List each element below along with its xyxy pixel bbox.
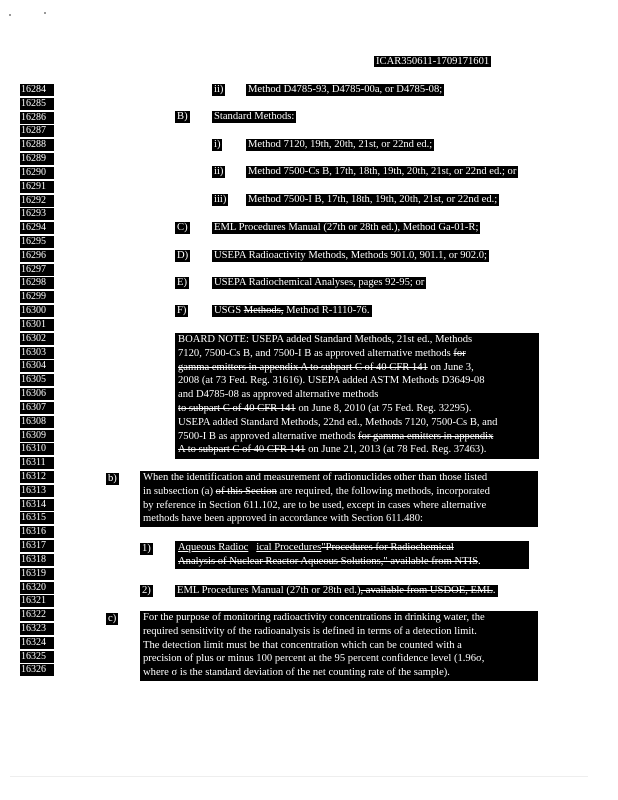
line-number: 16309	[20, 430, 54, 442]
line-number: 16325	[20, 651, 54, 663]
line-number: 16287	[20, 125, 54, 137]
board-note-line: 2008 (at 73 Fed. Reg. 31616). USEPA added ASTM Methods D3649-08	[178, 375, 485, 387]
board-note-line: to subpart C of 40 CFR 141 on June 8, 2010 (at 75 Fed. Reg. 32295).	[178, 402, 472, 414]
line-number: 16294	[20, 222, 54, 234]
item-text-Biii: Method 7500-I B, 17th, 18th, 19th, 20th, 21st, or 22nd ed.;	[248, 194, 498, 205]
line-number: 16289	[20, 153, 54, 165]
item-text-E: USEPA Radiochemical Analyses, pages 92-95; or	[214, 277, 425, 288]
item-marker-B: B)	[177, 111, 188, 122]
section-b-item-marker-2: 2)	[142, 585, 151, 596]
board-note	[175, 333, 539, 459]
item-text-Bii: Method 7500-Cs B, 17th, 18th, 19th, 20th, 21st, or 22nd ed.; or	[248, 166, 517, 177]
section-c-line: For the purpose of monitoring radioactivity concentrations in drinking water, the	[143, 612, 485, 623]
line-number: 16313	[20, 485, 54, 497]
section-c-line: where σ is the standard deviation of the net counting rate of the sample).	[143, 667, 450, 679]
section-c-line: precision of plus or minus 100 percent at the 95 percent confidence level (1.96σ,	[143, 653, 485, 665]
line-number: 16295	[20, 236, 54, 248]
section-b-item-marker-1: 1)	[142, 543, 151, 554]
line-number: 16304	[20, 360, 54, 372]
line-number: 16302	[20, 333, 54, 345]
section-b-line: methods have been approved in accordance with Section 611.480:	[143, 513, 423, 525]
item-marker-C: C)	[177, 222, 188, 233]
line-number: 16298	[20, 277, 54, 289]
section-b-item-2: EML Procedures Manual (27th or 28th ed.), available from USDOE, EML.	[177, 585, 496, 596]
line-number: 16285	[20, 98, 54, 110]
board-note-line: 7120, 7500-Cs B, and 7500-I B as approved alternative methods for	[178, 347, 466, 359]
board-note-line: 7500-I B as approved alternative methods for gamma emitters in appendix	[178, 430, 494, 442]
item-marker-D: D)	[177, 250, 189, 261]
scan-artifact	[44, 12, 46, 14]
board-note-line: A to subpart C of 40 CFR 141 on June 21, 2013 (at 78 Fed. Reg. 37463).	[178, 444, 487, 456]
line-number: 16305	[20, 374, 54, 386]
section-marker-c: c)	[108, 613, 117, 624]
line-number: 16312	[20, 471, 54, 483]
line-number: 16323	[20, 623, 54, 635]
line-number: 16296	[20, 250, 54, 262]
board-note-line: USEPA added Standard Methods, 22nd ed., Methods 7120, 7500-Cs B, and	[178, 416, 498, 428]
line-number: 16315	[20, 512, 54, 524]
line-number: 16322	[20, 609, 54, 621]
line-number: 16319	[20, 568, 54, 580]
board-note-line: gamma emitters in appendix A to subpart C of 40 CFR 141 on June 3,	[178, 361, 474, 373]
item-text-ii: Method D4785-93, D4785-00a, or D4785-08;	[248, 84, 443, 95]
board-note-line: BOARD NOTE: USEPA added Standard Methods, 21st ed., Methods	[178, 334, 473, 345]
line-number: 16297	[20, 264, 54, 276]
section-b-item-1	[175, 541, 529, 569]
line-number: 16320	[20, 582, 54, 594]
item-text-F: USGS Methods, Method R-1110-76.	[214, 305, 370, 316]
line-number: 16326	[20, 664, 54, 676]
line-number: 16324	[20, 637, 54, 649]
item-marker-Bii: ii)	[214, 166, 224, 177]
section-marker-b: b)	[108, 473, 117, 484]
section-c-line: required sensitivity of the radioanalysis is defined in terms of a detection limit.	[143, 625, 477, 637]
section-c-body	[140, 611, 538, 681]
line-number: 16293	[20, 208, 54, 220]
section-b-line: in subsection (a) of this Section are required, the following methods, incorporated	[143, 485, 490, 497]
item-text-Bi: Method 7120, 19th, 20th, 21st, or 22nd ed.;	[248, 139, 433, 150]
board-note-line: and D4785-08 as approved alternative methods	[178, 389, 379, 401]
line-number: 16306	[20, 388, 54, 400]
item-text-C: EML Procedures Manual (27th or 28th ed.), Method Ga-01-R;	[214, 222, 479, 233]
line-number: 16292	[20, 195, 54, 207]
line-number: 16301	[20, 319, 54, 331]
line-number: 16317	[20, 540, 54, 552]
document-id-header: ICAR350611-1709171601	[376, 56, 490, 67]
section-b-line: When the identification and measurement of radionuclides other than those listed	[143, 472, 488, 483]
line-number: 16286	[20, 112, 54, 124]
section-b-item-1-line: Aqueous Radioc ical Procedures"Procedures for Radiochemical	[178, 542, 454, 553]
line-number: 16321	[20, 595, 54, 607]
scan-artifact	[9, 14, 11, 16]
page-bottom-edge	[10, 776, 588, 777]
line-number: 16311	[20, 457, 54, 469]
item-marker-ii: ii)	[214, 84, 224, 95]
line-number: 16318	[20, 554, 54, 566]
section-c-line: The detection limit must be that concentration which can be counted with a	[143, 639, 462, 651]
line-number: 16300	[20, 305, 54, 317]
line-number: 16314	[20, 499, 54, 511]
line-number: 16288	[20, 139, 54, 151]
item-text-B: Standard Methods:	[214, 111, 295, 122]
line-number: 16308	[20, 416, 54, 428]
line-number: 16291	[20, 181, 54, 193]
line-number: 16310	[20, 443, 54, 455]
item-marker-F: F)	[177, 305, 187, 316]
item-marker-Biii: iii)	[214, 194, 227, 205]
section-b-body	[140, 471, 538, 527]
line-number: 16303	[20, 347, 54, 359]
line-number: 16284	[20, 84, 54, 96]
line-number: 16316	[20, 526, 54, 538]
section-b-item-1-line: Analysis of Nuclear Reactor Aqueous Solutions," available from NTIS.	[178, 555, 481, 567]
item-marker-Bi: i)	[214, 139, 221, 150]
line-number: 16290	[20, 167, 54, 179]
line-number: 16299	[20, 291, 54, 303]
line-number: 16307	[20, 402, 54, 414]
item-text-D: USEPA Radioactivity Methods, Methods 901.0, 901.1, or 902.0;	[214, 250, 487, 261]
item-marker-E: E)	[177, 277, 187, 288]
section-b-line: by reference in Section 611.102, are to be used, except in cases where alternative	[143, 499, 487, 511]
